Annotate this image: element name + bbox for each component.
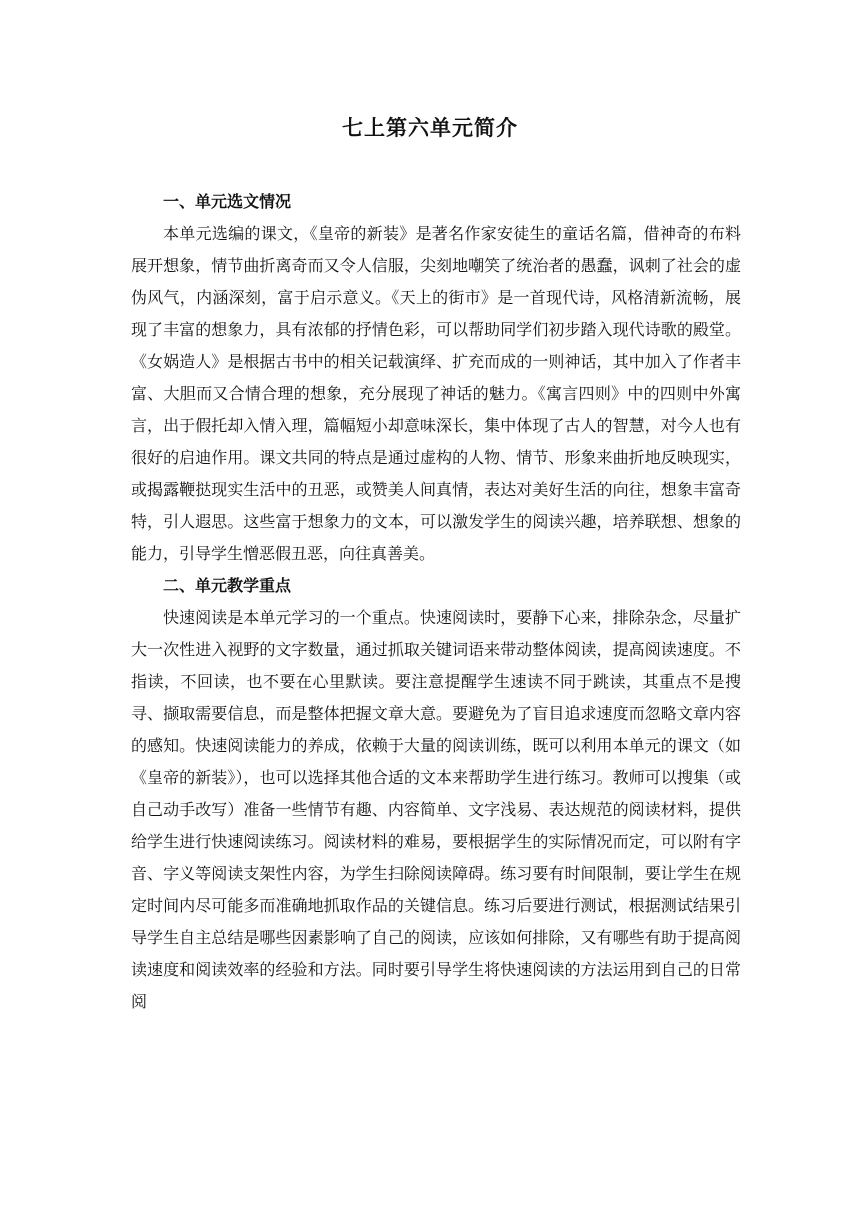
document-text-flow [131, 186, 741, 1080]
section-unit-selections [131, 186, 741, 570]
section-paragraph: 本单元选编的课文，《皇帝的新装》是著名作家安徒生的童话名篇，借神奇的布料展开想象，情节曲折离奇而又令人信服，尖刻地嘲笑了统治者的愚蠢，讽刺了社会的虚伪风气，内涵深刻，富于启示意义。《天上的街市》是一首现代诗，风格清新流畅，展现了丰富的想象力，具有浓郁的抒情色彩，可以帮助同学们初步踏入现代诗歌的殿堂。《女娲造人》是根据古书中的相关记载演绎、扩充而成的一则神话，其中加入了作者丰富、大胆而又合情合理的想象，充分展现了神话的魅力。《寓言四则》中的四则中外寓言，出于假托却入情入理，篇幅短小却意味深长，集中体现了古人的智慧，对今人也有很好的启迪作用。课文共同的特点是通过虚构的人物、情节、形象来曲折地反映现实，或揭露鞭挞现实生活中的丑恶，或赞美人间真情，表达对美好生活的向往，想象丰富奇特，引人遐思。这些富于想象力的文本，可以激发学生的阅读兴趣，培养联想、想象的能力，引导学生憎恶假丑恶，向往真善美。 [131, 224, 741, 563]
document-title: 七上第六单元简介 [342, 115, 518, 140]
section-heading: 二、单元教学重点 [163, 576, 292, 595]
section-teaching-focus [131, 570, 741, 1018]
section-paragraph: 快速阅读是本单元学习的一个重点。快速阅读时，要静下心来，排除杂念，尽量扩大一次性进入视野的文字数量，通过抓取关键词语来带动整体阅读，提高阅读速度。不指读，不回读，也不要在心里默读。要注意提醒学生速读不同于跳读，其重点不是搜寻、撷取需要信息，而是整体把握文章大意。要避免为了盲目追求速度而忽略文章内容的感知。快速阅读能力的养成，依赖于大量的阅读训练，既可以利用本单元的课文（如《皇帝的新装》），也可以选择其他合适的文本来帮助学生进行练习。教师可以搜集（或自己动手改写）准备一些情节有趣、内容简单、文字浅易、表达规范的阅读材料，提供给学生进行快速阅读练习。阅读材料的难易，要根据学生的实际情况而定，可以附有字音、字义等阅读支架性内容，为学生扫除阅读障碍。练习要有时间限制，要让学生在规定时间内尽可能多而准确地抓取作品的关键信息。练习后要进行测试，根据测试结果引导学生自主总结是哪些因素影响了自己的阅读，应该如何排除，又有哪些有助于提高阅读速度和阅读效率的经验和方法。同时要引导学生将快速阅读的方法运用到自己的日常阅 [131, 608, 741, 1011]
section-heading: 一、单元选文情况 [163, 192, 292, 211]
document-body [131, 186, 741, 1080]
